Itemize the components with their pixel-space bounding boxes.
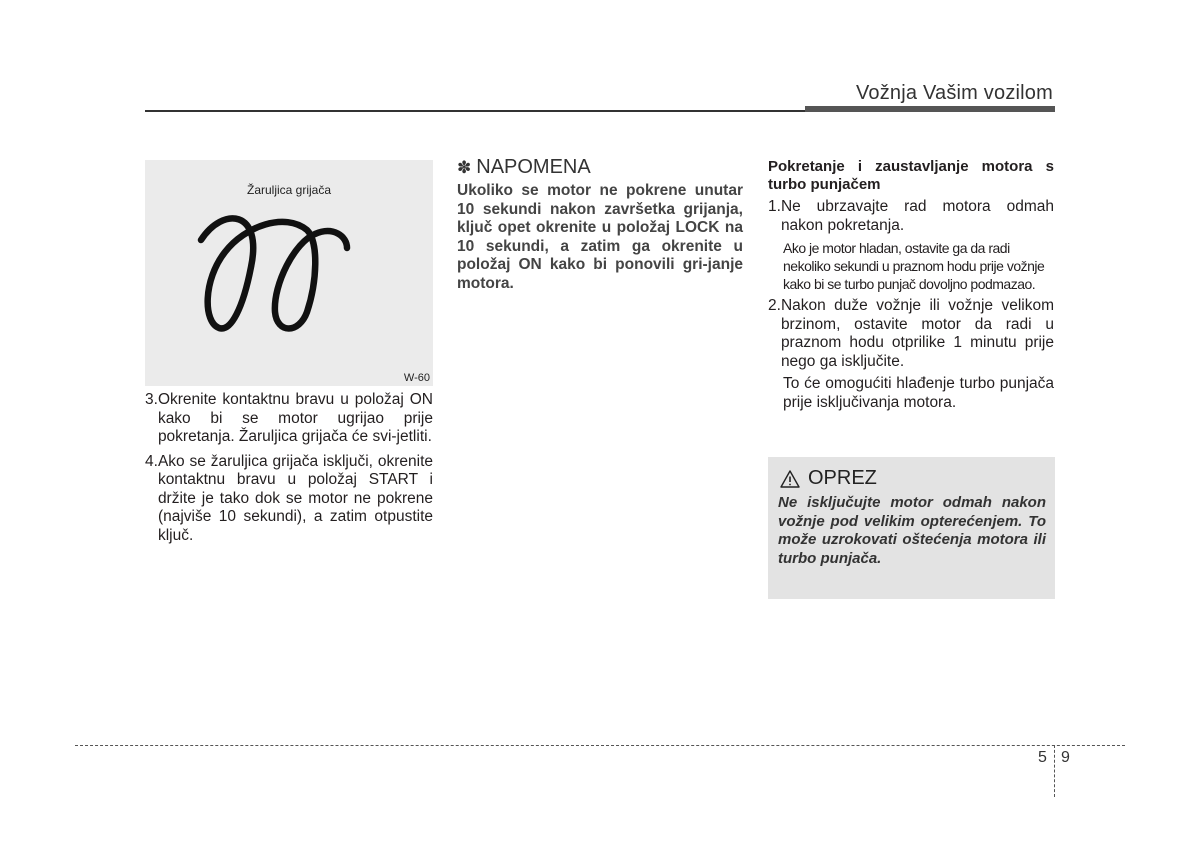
- chapter-title: Vožnja Vašim vozilom: [855, 82, 1053, 104]
- note-body: Ukoliko se motor ne pokrene unutar 10 sekundi nakon završetka grijanja, ključ opet okrenite u položaj LOCK na 10 sekundi, a zatim ga okrenite u položaj ON kako bi ponovili gri-janje motora.: [457, 182, 743, 292]
- item-text: Okrenite kontaktnu bravu u položaj ON kako bi se motor ugrijao prije pokretanja. Žaruljica grijača će svi-jetliti.: [157, 391, 433, 445]
- footer-rule: [75, 745, 1125, 746]
- item-number: 1.: [768, 198, 781, 215]
- glow-plug-figure: [145, 160, 433, 386]
- warning-triangle-icon: [780, 470, 800, 488]
- page-number: 9: [1061, 749, 1070, 766]
- glow-plug-coil-icon: [195, 212, 360, 342]
- item-text: Ako se žaruljica grijača isključi, okrenite kontaktnu bravu u položaj START i držite je tako dok se motor ne pokrene (najviše 10 sekundi), a zatim otpustite ključ.: [157, 452, 433, 544]
- note-title: [457, 156, 743, 179]
- list-item: [768, 297, 1054, 371]
- section-heading: Pokretanje i zaustavljanje motora s turbo punjačem: [768, 158, 1054, 193]
- caution-body: Ne isključujte motor odmah nakon vožnje pod velikim opterećenjem. To može uzrokovati oštećenja motora ili turbo punjača.: [778, 494, 1046, 567]
- list-item: [145, 391, 433, 447]
- ignition-steps-list: [145, 391, 433, 551]
- asterisk-icon: ✽: [457, 158, 472, 177]
- item-text: Ne ubrzavajte rad motora odmah nakon pokretanja.: [780, 198, 1054, 234]
- figure-code: W-60: [403, 372, 430, 384]
- section-number: 5: [1038, 749, 1047, 766]
- item-number: 3.: [145, 391, 158, 408]
- caution-title: [780, 467, 877, 490]
- item-number: 2.: [768, 297, 781, 314]
- item-number: 4.: [145, 452, 158, 470]
- page-number-divider: [1054, 745, 1055, 797]
- caution-box: [768, 457, 1055, 599]
- header-rule-accent: [805, 106, 1055, 112]
- list-item: [145, 453, 433, 546]
- figure-label: Žaruljica grijača: [246, 183, 332, 197]
- item-text: Nakon duže vožnje ili vožnje velikom brzinom, ostavite motor da radi u praznom hodu otprilike 1 minutu prije nego ga isključite.: [780, 297, 1054, 370]
- item-subnote: To će omogućiti hlađenje turbo punjača prije isključivanja motora.: [783, 375, 1054, 411]
- note-box: [457, 156, 743, 293]
- header-rule: [145, 110, 805, 112]
- turbo-section: [768, 158, 1054, 412]
- list-item: [768, 198, 1054, 235]
- caution-title-text: OPREZ: [808, 467, 877, 489]
- item-subnote: Ako je motor hladan, ostavite ga da radi nekoliko sekundi u praznom hodu prije vožnje kako bi se turbo punjač dovoljno podmazao.: [783, 240, 1045, 292]
- note-title-text: NAPOMENA: [476, 156, 591, 178]
